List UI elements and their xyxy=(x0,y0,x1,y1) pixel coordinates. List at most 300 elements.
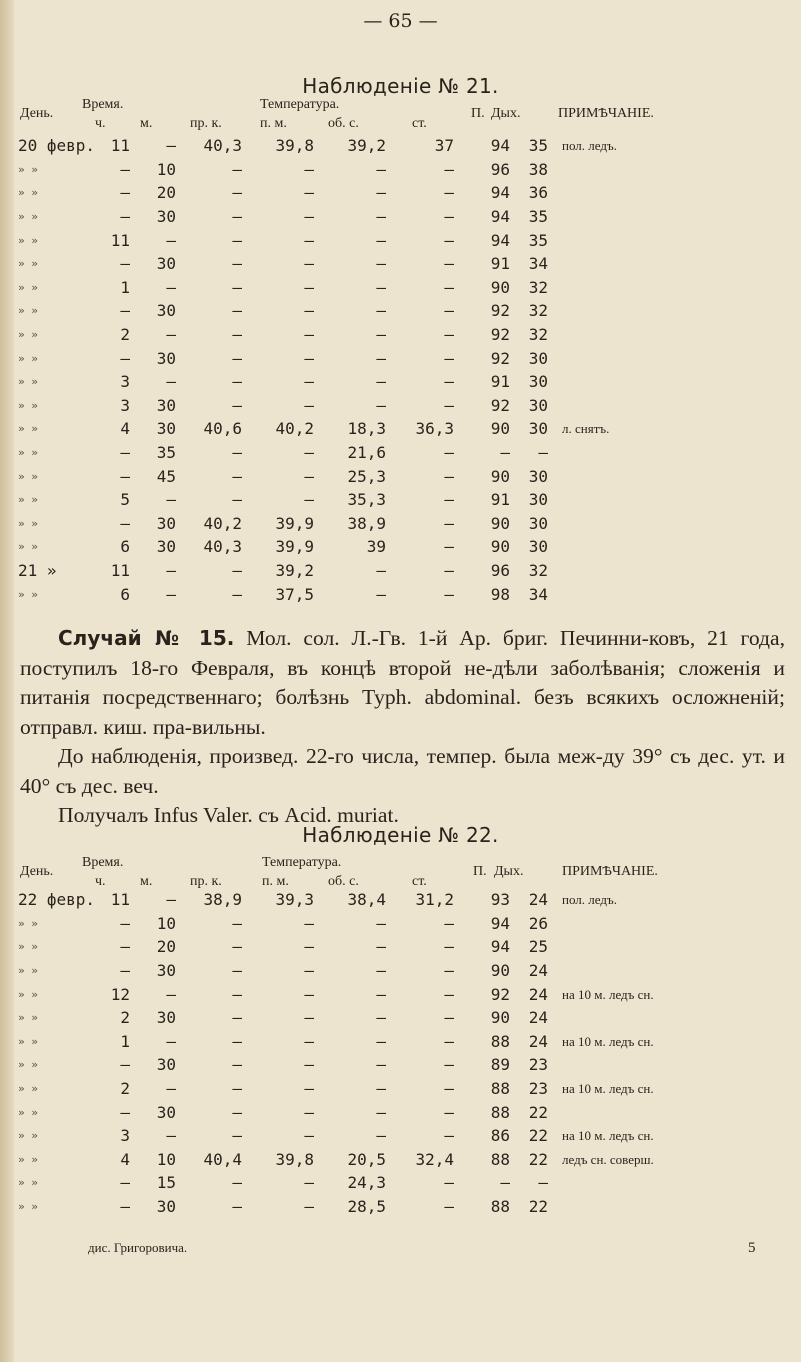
cell-temp-p-m: — xyxy=(304,277,314,297)
cell-minute: 30 xyxy=(156,395,176,415)
cell-day: » » xyxy=(18,210,38,224)
cell-temp-st: 36,3 xyxy=(415,419,454,439)
cell-temp-pr-k: — xyxy=(232,1008,242,1028)
cell-hour: 6 xyxy=(120,584,130,604)
cell-temp-st: — xyxy=(444,490,454,510)
cell-temp-p-m: — xyxy=(304,372,314,392)
cell-temp-pr-k: — xyxy=(232,490,242,510)
cell-temp-ob-s: 28,5 xyxy=(347,1197,386,1217)
cell-temp-ob-s: 20,5 xyxy=(347,1149,386,1169)
cell-temp-pr-k: — xyxy=(232,443,242,463)
cell-temp-pr-k: — xyxy=(232,1126,242,1146)
cell-respiration: 23 xyxy=(528,1055,548,1075)
cell-pulse: 90 xyxy=(490,513,510,533)
cell-day: » » xyxy=(18,964,38,978)
cell-respiration: 24 xyxy=(528,961,548,981)
cell-day: » » xyxy=(18,446,38,460)
cell-minute: 30 xyxy=(156,1008,176,1028)
table-row xyxy=(18,1006,784,1030)
cell-temp-p-m: — xyxy=(304,984,314,1004)
cell-day: » » xyxy=(18,1105,38,1119)
cell-day: 22 февр. xyxy=(18,890,96,910)
cell-temp-pr-k: 40,6 xyxy=(203,419,242,439)
cell-temp-st: — xyxy=(444,1008,454,1028)
cell-note: на 10 м. ледъ сн. xyxy=(562,1033,654,1049)
cell-temp-pr-k: 40,3 xyxy=(203,136,242,156)
cell-hour: 11 xyxy=(110,560,130,580)
cell-respiration: 30 xyxy=(528,395,548,415)
cell-note xyxy=(554,346,784,370)
cell-note xyxy=(554,1195,784,1219)
cell-temp-pr-k: 40,3 xyxy=(203,537,242,557)
cell-day: » » xyxy=(18,516,38,530)
cell-note xyxy=(554,582,784,606)
cell-temp-st: — xyxy=(444,560,454,580)
cell-hour: 11 xyxy=(110,890,130,910)
cell-note xyxy=(554,1006,784,1030)
cell-temp-pr-k: 40,4 xyxy=(203,1149,242,1169)
cell-temp-p-m: — xyxy=(304,490,314,510)
cell-hour: — xyxy=(120,1173,130,1193)
cell-pulse: 93 xyxy=(490,890,510,910)
cell-respiration: 30 xyxy=(528,372,548,392)
cell-respiration: 24 xyxy=(528,890,548,910)
cell-temp-pr-k: — xyxy=(232,372,242,392)
cell-hour: 2 xyxy=(120,1079,130,1099)
cell-temp-pr-k: — xyxy=(232,1173,242,1193)
cell-day: » » xyxy=(18,1152,38,1166)
cell-temp-st: — xyxy=(444,1173,454,1193)
cell-hour: 3 xyxy=(120,1126,130,1146)
cell-pulse: 88 xyxy=(490,1031,510,1051)
cell-pulse: 88 xyxy=(490,1197,510,1217)
cell-pulse: 92 xyxy=(490,395,510,415)
cell-day: » » xyxy=(18,186,38,200)
table-row xyxy=(18,1171,784,1195)
cell-hour: — xyxy=(120,1055,130,1075)
cell-minute: — xyxy=(166,1126,176,1146)
case-paragraph-1: Мол. сол. Л.-Гв. 1-й Ар. бриг. Печинни-ковъ, 21 года, поступилъ 18-го Февраля, въ концѣ второй не-дѣли заболѣванія; сложенія и питанія посредственнаго; болѣзнь Турh. abdominal. безъ всякихъ осложненій; отправл. киш. пра-вильны. xyxy=(20,626,785,739)
cell-day: » » xyxy=(18,233,38,247)
cell-temp-st: — xyxy=(444,1126,454,1146)
cell-pulse: 96 xyxy=(490,560,510,580)
cell-temp-pr-k: — xyxy=(232,183,242,203)
cell-hour: — xyxy=(120,159,130,179)
cell-temp-pr-k: — xyxy=(232,1055,242,1075)
cell-temp-pr-k: — xyxy=(232,1197,242,1217)
cell-temp-ob-s: — xyxy=(376,1055,386,1075)
header-time: Время. xyxy=(82,97,124,112)
cell-pulse: 94 xyxy=(490,937,510,957)
cell-day: » » xyxy=(18,493,38,507)
cell-day: » » xyxy=(18,587,38,601)
cell-respiration: 30 xyxy=(528,513,548,533)
table-row xyxy=(18,959,784,983)
cell-hour: 1 xyxy=(120,1031,130,1051)
cell-temp-ob-s: — xyxy=(376,207,386,227)
cell-note xyxy=(554,535,784,559)
cell-hour: — xyxy=(120,254,130,274)
cell-temp-st: — xyxy=(444,537,454,557)
cell-temp-st: — xyxy=(444,395,454,415)
cell-minute: — xyxy=(166,230,176,250)
cell-pulse: 88 xyxy=(490,1149,510,1169)
cell-temp-st: — xyxy=(444,254,454,274)
cell-temp-st: — xyxy=(444,961,454,981)
header-minutes: м. xyxy=(140,116,153,131)
cell-hour: 3 xyxy=(120,395,130,415)
cell-minute: 30 xyxy=(156,254,176,274)
cell-temp-p-m: — xyxy=(304,1102,314,1122)
cell-note xyxy=(554,181,784,205)
cell-note xyxy=(554,512,784,536)
header-respiration: Дых. xyxy=(491,106,521,121)
cell-pulse: — xyxy=(500,1173,510,1193)
cell-hour: 11 xyxy=(110,230,130,250)
table-row xyxy=(18,1030,784,1054)
cell-temp-st: — xyxy=(444,466,454,486)
table-row xyxy=(18,276,784,300)
cell-temp-ob-s: — xyxy=(376,1102,386,1122)
cell-respiration: 32 xyxy=(528,301,548,321)
cell-pulse: 92 xyxy=(490,984,510,1004)
observation-21-table xyxy=(18,134,784,606)
cell-day: » » xyxy=(18,987,38,1001)
cell-respiration: — xyxy=(538,443,548,463)
cell-hour: — xyxy=(120,301,130,321)
cell-temp-ob-s: — xyxy=(376,183,386,203)
cell-minute: — xyxy=(166,1031,176,1051)
cell-day: 21 » xyxy=(18,560,57,580)
cell-temp-p-m: 37,5 xyxy=(275,584,314,604)
cell-temp-p-m: 39,9 xyxy=(275,537,314,557)
cell-temp-st: 31,2 xyxy=(415,890,454,910)
cell-temp-ob-s: — xyxy=(376,1126,386,1146)
table-row xyxy=(18,417,784,441)
cell-temp-ob-s: 39,2 xyxy=(347,136,386,156)
cell-note xyxy=(554,158,784,182)
case-label: Случай № 15. xyxy=(58,626,235,650)
cell-temp-st: — xyxy=(444,937,454,957)
cell-minute: 35 xyxy=(156,443,176,463)
cell-temp-st: — xyxy=(444,1055,454,1075)
table-row xyxy=(18,488,784,512)
cell-temp-ob-s: — xyxy=(376,961,386,981)
cell-temp-st: — xyxy=(444,301,454,321)
header-note: ПРИМѢЧАНІЕ. xyxy=(562,864,658,879)
cell-temp-pr-k: — xyxy=(232,913,242,933)
cell-note xyxy=(554,323,784,347)
cell-pulse: 94 xyxy=(490,136,510,156)
cell-minute: 30 xyxy=(156,207,176,227)
cell-day: » » xyxy=(18,1058,38,1072)
cell-hour: — xyxy=(120,1197,130,1217)
cell-minute: — xyxy=(166,984,176,1004)
cell-temp-p-m: — xyxy=(304,1008,314,1028)
cell-note xyxy=(554,464,784,488)
cell-minute: 30 xyxy=(156,419,176,439)
table-row xyxy=(18,228,784,252)
cell-pulse: 91 xyxy=(490,254,510,274)
cell-hour: — xyxy=(120,513,130,533)
cell-respiration: 30 xyxy=(528,419,548,439)
cell-temp-st: — xyxy=(444,1102,454,1122)
cell-temp-ob-s: 39 xyxy=(366,537,386,557)
cell-respiration: 32 xyxy=(528,325,548,345)
cell-pulse: 91 xyxy=(490,372,510,392)
cell-temp-pr-k: — xyxy=(232,961,242,981)
cell-hour: — xyxy=(120,207,130,227)
cell-hour: 2 xyxy=(120,1008,130,1028)
cell-note xyxy=(554,276,784,300)
cell-temp-st: — xyxy=(444,513,454,533)
table-row xyxy=(18,158,784,182)
cell-temp-p-m: — xyxy=(304,937,314,957)
cell-temp-pr-k: 40,2 xyxy=(203,513,242,533)
cell-temp-ob-s: — xyxy=(376,1031,386,1051)
cell-temp-st: — xyxy=(444,913,454,933)
table-row xyxy=(18,370,784,394)
cell-temp-pr-k: — xyxy=(232,937,242,957)
cell-day: » » xyxy=(18,1176,38,1190)
cell-note xyxy=(554,252,784,276)
header-ob-s: об. с. xyxy=(328,874,359,889)
cell-temp-ob-s: — xyxy=(376,230,386,250)
cell-temp-pr-k: — xyxy=(232,1079,242,1099)
cell-hour: 12 xyxy=(110,984,130,1004)
cell-respiration: 22 xyxy=(528,1126,548,1146)
cell-pulse: 96 xyxy=(490,159,510,179)
cell-respiration: 34 xyxy=(528,584,548,604)
cell-minute: 30 xyxy=(156,301,176,321)
cell-temp-p-m: 40,2 xyxy=(275,419,314,439)
cell-pulse: 88 xyxy=(490,1079,510,1099)
cell-note xyxy=(554,370,784,394)
cell-temp-ob-s: — xyxy=(376,984,386,1004)
cell-pulse: 90 xyxy=(490,1008,510,1028)
cell-temp-ob-s: — xyxy=(376,913,386,933)
header-p-m: п. м. xyxy=(260,116,287,131)
cell-day: » » xyxy=(18,375,38,389)
cell-note: на 10 м. ледъ сн. xyxy=(562,1128,654,1144)
table-row xyxy=(18,252,784,276)
cell-temp-pr-k: — xyxy=(232,466,242,486)
cell-temp-p-m: — xyxy=(304,254,314,274)
cell-pulse: 88 xyxy=(490,1102,510,1122)
cell-temp-ob-s: — xyxy=(376,348,386,368)
cell-temp-ob-s: — xyxy=(376,395,386,415)
cell-temp-pr-k: — xyxy=(232,159,242,179)
table-row xyxy=(18,1053,784,1077)
cell-day: » » xyxy=(18,328,38,342)
table-row xyxy=(18,1100,784,1124)
cell-day: » » xyxy=(18,940,38,954)
table-row xyxy=(18,1148,784,1172)
cell-temp-p-m: — xyxy=(304,230,314,250)
cell-pulse: 90 xyxy=(490,277,510,297)
header-note: ПРИМѢЧАНІЕ. xyxy=(558,106,654,121)
cell-minute: 30 xyxy=(156,513,176,533)
cell-minute: — xyxy=(166,560,176,580)
cell-temp-p-m: — xyxy=(304,1055,314,1075)
cell-temp-ob-s: — xyxy=(376,372,386,392)
cell-temp-st: — xyxy=(444,230,454,250)
cell-temp-ob-s: 25,3 xyxy=(347,466,386,486)
cell-temp-p-m: 39,8 xyxy=(275,1149,314,1169)
cell-respiration: 34 xyxy=(528,254,548,274)
cell-respiration: 38 xyxy=(528,159,548,179)
cell-respiration: 24 xyxy=(528,1008,548,1028)
cell-note xyxy=(554,228,784,252)
header-day: День. xyxy=(20,864,54,879)
cell-note xyxy=(554,488,784,512)
case-paragraph-2: До наблюденія, произвед. 22-го числа, темпер. была меж-ду 39° съ дес. ут. и 40° съ дес. веч. xyxy=(20,744,785,798)
cell-pulse: 90 xyxy=(490,466,510,486)
cell-note xyxy=(554,1053,784,1077)
cell-temp-ob-s: — xyxy=(376,1079,386,1099)
cell-temp-pr-k: — xyxy=(232,584,242,604)
cell-temp-ob-s: — xyxy=(376,584,386,604)
cell-pulse: 94 xyxy=(490,207,510,227)
cell-minute: — xyxy=(166,584,176,604)
cell-minute: — xyxy=(166,1079,176,1099)
cell-hour: 4 xyxy=(120,1149,130,1169)
cell-temp-pr-k: — xyxy=(232,560,242,580)
cell-note: л. снятъ. xyxy=(562,421,610,437)
cell-temp-p-m: — xyxy=(304,1126,314,1146)
cell-temp-p-m: — xyxy=(304,159,314,179)
cell-temp-st: — xyxy=(444,159,454,179)
cell-note xyxy=(554,299,784,323)
cell-temp-p-m: — xyxy=(304,443,314,463)
cell-temp-ob-s: — xyxy=(376,937,386,957)
cell-pulse: 94 xyxy=(490,913,510,933)
cell-temp-st: — xyxy=(444,1031,454,1051)
cell-minute: 20 xyxy=(156,937,176,957)
header-respiration: Дых. xyxy=(494,864,524,879)
cell-day: » » xyxy=(18,540,38,554)
table-row xyxy=(18,464,784,488)
header-time: Время. xyxy=(82,855,124,870)
cell-respiration: 22 xyxy=(528,1102,548,1122)
table-row xyxy=(18,935,784,959)
observation-22-table xyxy=(18,888,784,1218)
cell-temp-pr-k: — xyxy=(232,1102,242,1122)
cell-temp-st: — xyxy=(444,348,454,368)
table-row xyxy=(18,1124,784,1148)
cell-temp-ob-s: — xyxy=(376,325,386,345)
cell-day: » » xyxy=(18,280,38,294)
cell-hour: — xyxy=(120,183,130,203)
cell-note xyxy=(554,394,784,418)
cell-temp-p-m: — xyxy=(304,1173,314,1193)
footer-author: дис. Григоровича. xyxy=(88,1240,188,1255)
cell-hour: 1 xyxy=(120,277,130,297)
cell-day: » » xyxy=(18,1082,38,1096)
cell-temp-ob-s: — xyxy=(376,560,386,580)
cell-temp-ob-s: 21,6 xyxy=(347,443,386,463)
cell-respiration: 35 xyxy=(528,207,548,227)
cell-temp-pr-k: — xyxy=(232,254,242,274)
cell-hour: 4 xyxy=(120,419,130,439)
cell-minute: 30 xyxy=(156,1055,176,1075)
cell-day: » » xyxy=(18,351,38,365)
table-row xyxy=(18,299,784,323)
case-paragraph-3: Получалъ Infus Valer. съ Acid. muriat. xyxy=(58,803,399,827)
observation-22-title: Наблюденіе № 22. xyxy=(302,823,499,847)
cell-day: » » xyxy=(18,162,38,176)
table-row xyxy=(18,535,784,559)
cell-temp-p-m: — xyxy=(304,961,314,981)
cell-minute: 10 xyxy=(156,1149,176,1169)
cell-day: » » xyxy=(18,422,38,436)
table-row xyxy=(18,323,784,347)
cell-note xyxy=(554,935,784,959)
cell-temp-ob-s: — xyxy=(376,254,386,274)
cell-minute: — xyxy=(166,490,176,510)
cell-temp-pr-k: 38,9 xyxy=(203,890,242,910)
observation-21-title: Наблюденіе № 21. xyxy=(302,74,499,98)
cell-pulse: 90 xyxy=(490,419,510,439)
cell-hour: — xyxy=(120,443,130,463)
cell-hour: — xyxy=(120,348,130,368)
cell-temp-st: — xyxy=(444,277,454,297)
table-row xyxy=(18,205,784,229)
cell-minute: 20 xyxy=(156,183,176,203)
cell-minute: 30 xyxy=(156,537,176,557)
header-minutes: м. xyxy=(140,874,153,889)
cell-hour: 5 xyxy=(120,490,130,510)
cell-respiration: 32 xyxy=(528,560,548,580)
cell-hour: 2 xyxy=(120,325,130,345)
cell-pulse: 92 xyxy=(490,348,510,368)
cell-temp-st: — xyxy=(444,1197,454,1217)
cell-hour: 6 xyxy=(120,537,130,557)
footer-signature: 5 xyxy=(748,1240,756,1256)
cell-temp-st: — xyxy=(444,984,454,1004)
cell-hour: — xyxy=(120,961,130,981)
cell-day: » » xyxy=(18,1200,38,1214)
cell-day: 20 февр. xyxy=(18,136,96,156)
cell-pulse: 92 xyxy=(490,301,510,321)
cell-pulse: 92 xyxy=(490,325,510,345)
cell-minute: — xyxy=(166,277,176,297)
header-day: День. xyxy=(20,106,54,121)
table-row xyxy=(18,912,784,936)
cell-minute: 30 xyxy=(156,348,176,368)
cell-day: » » xyxy=(18,1011,38,1025)
cell-temp-st: — xyxy=(444,443,454,463)
cell-temp-pr-k: — xyxy=(232,325,242,345)
cell-note: на 10 м. ледъ сн. xyxy=(562,986,654,1002)
cell-minute: 10 xyxy=(156,159,176,179)
cell-temp-ob-s: — xyxy=(376,277,386,297)
cell-respiration: 35 xyxy=(528,230,548,250)
cell-day: » » xyxy=(18,398,38,412)
cell-temp-st: 32,4 xyxy=(415,1149,454,1169)
case-15-text xyxy=(20,624,785,831)
cell-respiration: 23 xyxy=(528,1079,548,1099)
cell-note xyxy=(554,912,784,936)
cell-day: » » xyxy=(18,469,38,483)
cell-temp-st: — xyxy=(444,584,454,604)
table-row xyxy=(18,982,784,1006)
cell-temp-ob-s: — xyxy=(376,159,386,179)
cell-note: пол. ледъ. xyxy=(562,892,617,908)
cell-minute: 10 xyxy=(156,913,176,933)
cell-respiration: 30 xyxy=(528,490,548,510)
header-hours: ч. xyxy=(95,116,106,131)
